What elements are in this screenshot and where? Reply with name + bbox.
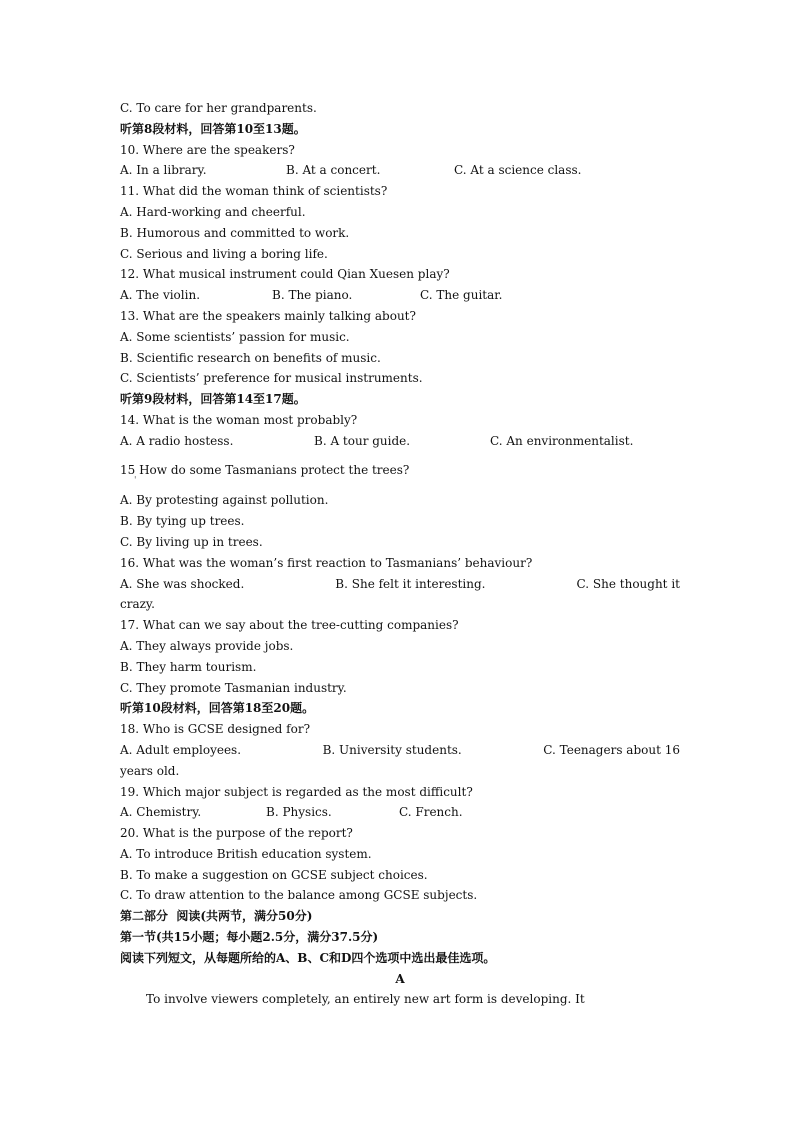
option-a: A. They always provide jobs.	[120, 638, 294, 653]
section-heading: 听第8段材料，回答第10至13题。	[120, 121, 306, 136]
option-a: A. By protesting against pollution.	[120, 493, 329, 508]
question-12: 12. What musical instrument could Qian Xuesen play?	[120, 267, 450, 282]
passage-title: A	[395, 971, 405, 986]
section-heading: 第一节(共15小题；每小题2.5分，满分37.5分)	[120, 930, 379, 945]
option-b: B. Humorous and committed to work.	[120, 225, 350, 240]
option-b: B. She felt it interesting.	[335, 576, 486, 591]
option-c: C. They promote Tasmanian industry.	[120, 680, 347, 695]
option-c: C. Scientists’ preference for musical instruments.	[120, 371, 423, 386]
options-18	[120, 740, 680, 761]
option-c-continued: crazy.	[120, 597, 155, 612]
options-16	[120, 574, 680, 595]
option-a: A. A radio hostess.	[120, 433, 234, 448]
question-14: 14. What is the woman most probably?	[120, 412, 358, 427]
option-c: C. By living up in trees.	[120, 534, 263, 549]
option-a: A. Some scientists’ passion for music.	[120, 329, 350, 344]
section-heading: 听第10段材料，回答第18至20题。	[120, 701, 315, 716]
passage-text: To involve viewers completely, an entirely new art form is developing. It	[146, 992, 585, 1007]
question-16: 16. What was the woman’s first reaction to Tasmanians’ behaviour?	[120, 555, 533, 570]
instructions: 阅读下列短文，从每题所给的A、B、C和D四个选项中选出最佳选项。	[120, 950, 496, 965]
part-heading: 第二部分 阅读(共两节，满分50分)	[120, 909, 313, 924]
option-b: B. They harm tourism.	[120, 659, 257, 674]
option-a: A. In a library.	[120, 163, 207, 178]
option-a: A. She was shocked.	[120, 576, 245, 591]
option-c: C. She thought it	[576, 576, 680, 591]
question-15: 15 How do some Tasmanians protect the trees?	[120, 462, 410, 477]
option-b: B. Physics.	[266, 805, 332, 820]
options-14	[120, 431, 680, 452]
option-c: C. An environmentalist.	[490, 433, 634, 448]
option-a: A. Hard-working and cheerful.	[120, 204, 306, 219]
question-17: 17. What can we say about the tree-cutting companies?	[120, 618, 459, 633]
option-b: B. University students.	[322, 742, 462, 757]
option-c: C. To draw attention to the balance among GCSE subjects.	[120, 888, 478, 903]
options-12	[120, 285, 680, 306]
option-a: A. To introduce British education system.	[120, 846, 372, 861]
question-10: 10. Where are the speakers?	[120, 142, 295, 157]
option-c: C. Serious and living a boring life.	[120, 246, 328, 261]
options-10	[120, 160, 680, 181]
question-11: 11. What did the woman think of scientists?	[120, 184, 388, 199]
option-a: A. Chemistry.	[120, 805, 202, 820]
option-b: B. The piano.	[272, 288, 353, 303]
option-c-continued: years old.	[120, 763, 180, 778]
question-18: 18. Who is GCSE designed for?	[120, 722, 310, 737]
option-c: C. Teenagers about 16	[543, 742, 680, 757]
option-b: B. To make a suggestion on GCSE subject choices.	[120, 867, 428, 882]
section-heading: 听第9段材料，回答第14至17题。	[120, 392, 306, 407]
stray-mark: '	[134, 476, 137, 487]
option-c: C. The guitar.	[420, 288, 503, 303]
option-a: A. Adult employees.	[120, 742, 242, 757]
option-c: C. French.	[399, 805, 463, 820]
option-b: B. Scientific research on benefits of music.	[120, 350, 381, 365]
question-13: 13. What are the speakers mainly talking about?	[120, 308, 416, 323]
option-a: A. The violin.	[120, 288, 201, 303]
option-b: B. By tying up trees.	[120, 514, 245, 529]
options-19	[120, 802, 680, 823]
option-b: B. At a concert.	[286, 163, 381, 178]
exam-page	[120, 98, 680, 1010]
question-20: 20. What is the purpose of the report?	[120, 826, 353, 841]
option-line: C. To care for her grandparents.	[120, 101, 317, 115]
option-c: C. At a science class.	[454, 163, 582, 178]
question-19: 19. Which major subject is regarded as the most difficult?	[120, 784, 473, 799]
option-b: B. A tour guide.	[314, 433, 411, 448]
